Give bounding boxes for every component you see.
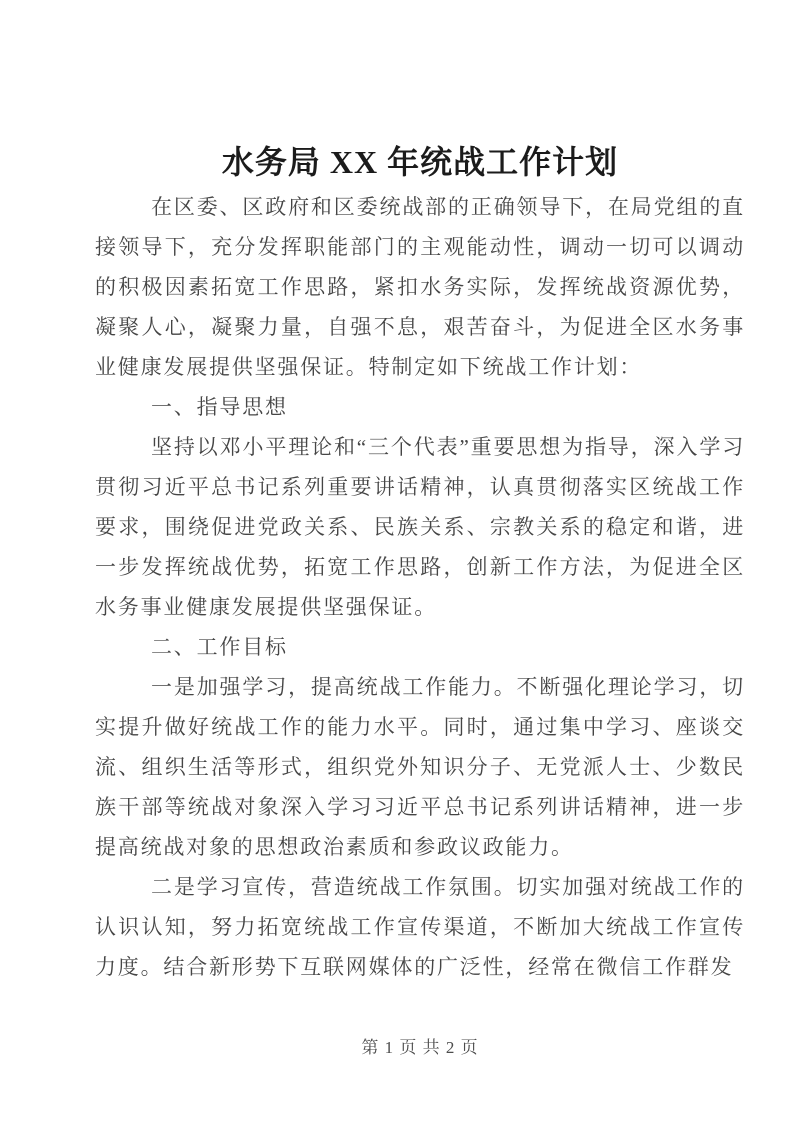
body-paragraph: 二是学习宣传，营造统战工作氛围。切实加强对统战工作的认识认知，努力拓宽统战工作宣传渠道，不断加大统战工作宣传力度。结合新形势下互联网媒体的广泛性，经常在微信工作群发 [95, 875, 745, 979]
document-body [95, 187, 745, 987]
body-paragraph: 在区委、区政府和区委统战部的正确领导下，在局党组的直接领导下，充分发挥职能部门的主观能动性，调动一切可以调动的积极因素拓宽工作思路，紧扣水务实际，发挥统战资源优势，凝聚人心，凝聚力量，自强不息，艰苦奋斗，为促进全区水务事业健康发展提供坚强保证。特制定如下统战工作计划： [95, 195, 745, 379]
page-footer [95, 1036, 745, 1060]
section-heading: 一、指导思想 [151, 395, 288, 419]
page-number-text: 第 1 页 共 2 页 [361, 1038, 479, 1057]
section-heading: 二、工作目标 [151, 635, 288, 659]
body-paragraph: 一是加强学习，提高统战工作能力。不断强化理论学习，切实提升做好统战工作的能力水平。同时，通过集中学习、座谈交流、组织生活等形式，组织党外知识分子、无党派人士、少数民族干部等统战对象深入学习习近平总书记系列讲话精神，进一步提高统战对象的思想政治素质和参政议政能力。 [95, 675, 745, 859]
body-paragraph: 坚持以邓小平理论和“三个代表”重要思想为指导，深入学习贯彻习近平总书记系列重要讲话精神，认真贯彻落实区统战工作要求，围绕促进党政关系、民族关系、宗教关系的稳定和谐，进一步发挥统战优势，拓宽工作思路，创新工作方法，为促进全区水务事业健康发展提供坚强保证。 [95, 435, 745, 619]
document-title: 水务局 XX 年统战工作计划 [221, 144, 619, 180]
